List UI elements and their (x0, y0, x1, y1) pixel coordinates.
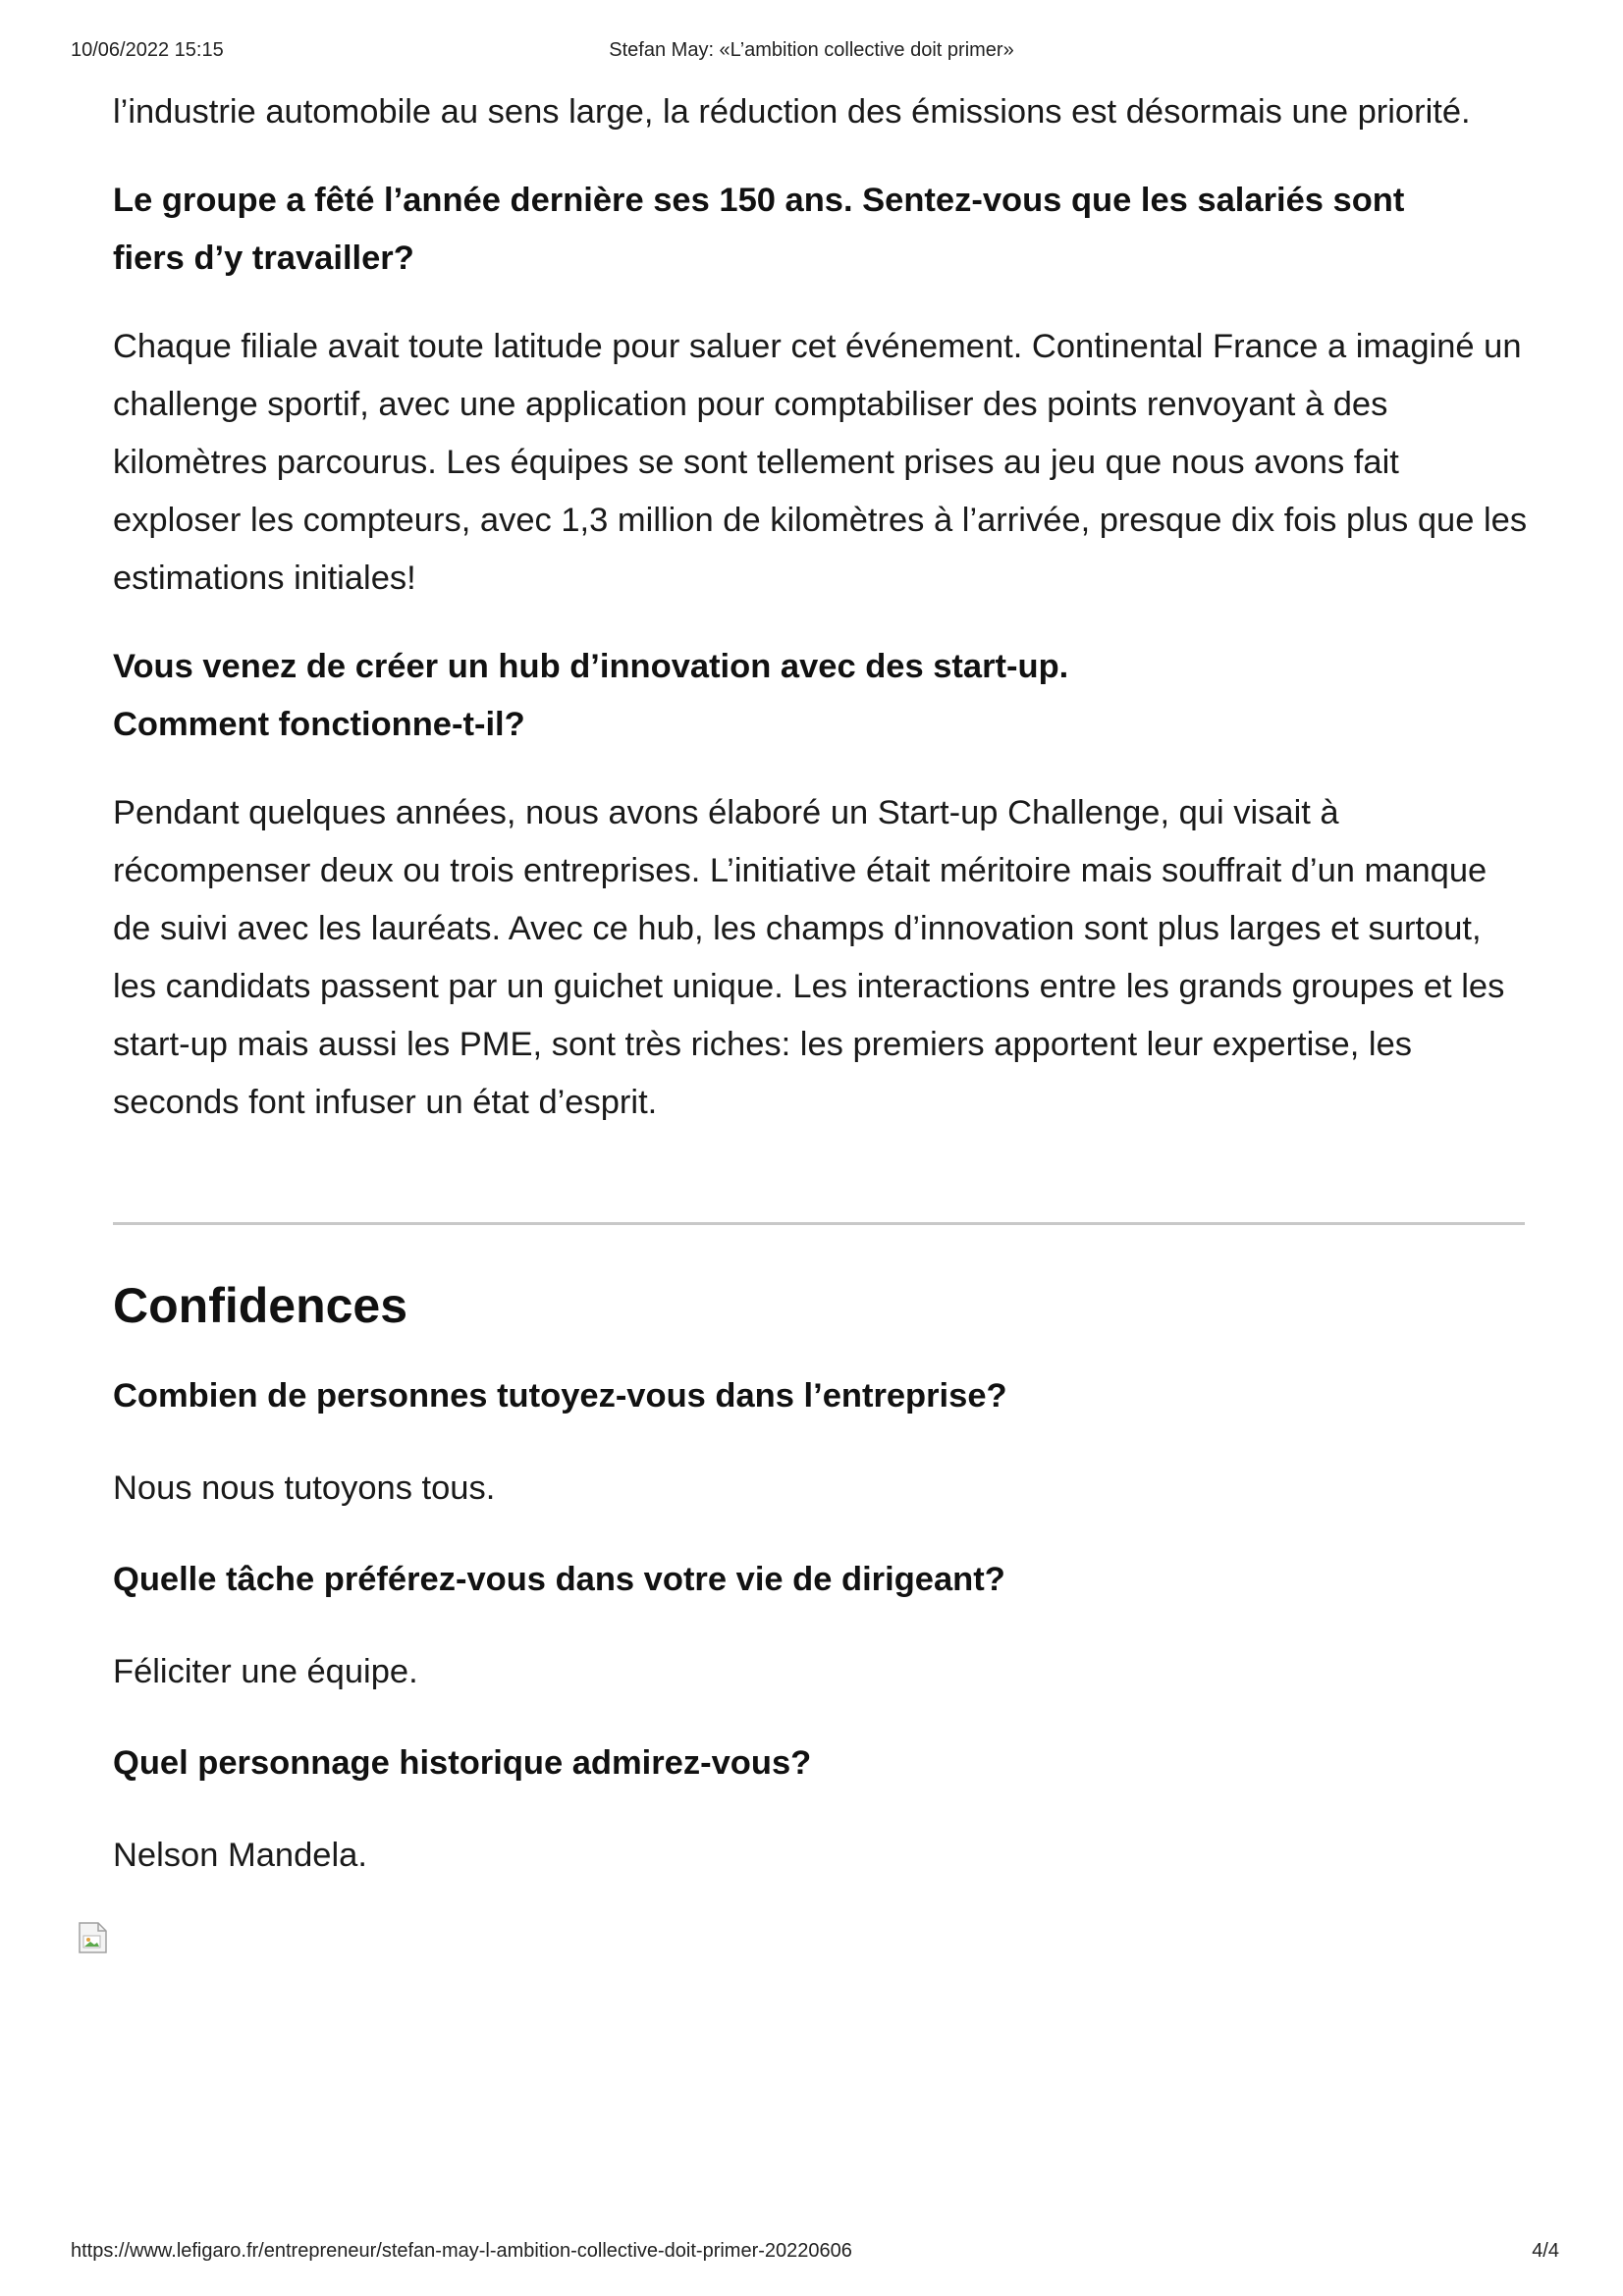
section-divider (113, 1222, 1525, 1225)
print-page-title: Stefan May: «L’ambition collective doit primer» (609, 39, 1014, 61)
interview-answer: Féliciter une équipe. (113, 1652, 418, 1690)
interview-question: Le groupe a fêté l’année dernière ses 150 ans. Sentez-vous que les salariés sont fiers d’y travailler? (113, 182, 1405, 277)
section-heading: Confidences (113, 1278, 408, 1333)
article-paragraph: Chaque filiale avait toute latitude pour saluer cet événement. Continental France a imaginé un challenge sportif, avec une application pour comptabiliser des points renvoyant à des kilomètres parcourus. Les équipes se sont tellement prises au jeu que nous avons fait exploser les compteurs, avec 1,3 million de kilomètres à l’arrivée, presque dix fois plus que les estimations initiales! (113, 328, 1528, 597)
article-paragraph: Pendant quelques années, nous avons élaboré un Start-up Challenge, qui visait à récompenser deux ou trois entreprises. L’initiative était méritoire mais souffrait d’un manque de suivi avec les lauréats. Avec ce hub, les champs d’innovation sont plus larges et surtout, les candidats passent par un guichet unique. Les interactions entre les grands groupes et les start-up mais aussi les PME, sont très riches: les premiers apportent leur expertise, les seconds font infuser un état d’esprit. (113, 794, 1505, 1121)
print-datetime: 10/06/2022 15:15 (71, 39, 224, 61)
interview-question: Combien de personnes tutoyez-vous dans l’entreprise? (113, 1377, 1007, 1415)
print-url: https://www.lefigaro.fr/entrepreneur/stefan-may-l-ambition-collective-doit-primer-20220606 (71, 2240, 852, 2262)
interview-question: Quel personnage historique admirez-vous? (113, 1744, 812, 1782)
interview-question-line: Comment fonctionne-t-il? (113, 706, 525, 743)
interview-question: Quelle tâche préférez-vous dans votre vie de dirigeant? (113, 1561, 1005, 1598)
interview-question (113, 638, 1532, 754)
interview-question-line: Vous venez de créer un hub d’innovation avec des start-up. (113, 648, 1069, 685)
article-paragraph: l’industrie automobile au sens large, la réduction des émissions est désormais une priorité. (113, 93, 1471, 131)
article-body (113, 83, 1532, 1132)
interview-answer: Nous nous tutoyons tous. (113, 1468, 496, 1507)
page-number: 4/4 (1532, 2240, 1559, 2262)
interview-answer: Nelson Mandela. (113, 1836, 367, 1874)
broken-image-icon (79, 1922, 108, 1953)
confidences-section (113, 1276, 1532, 1918)
